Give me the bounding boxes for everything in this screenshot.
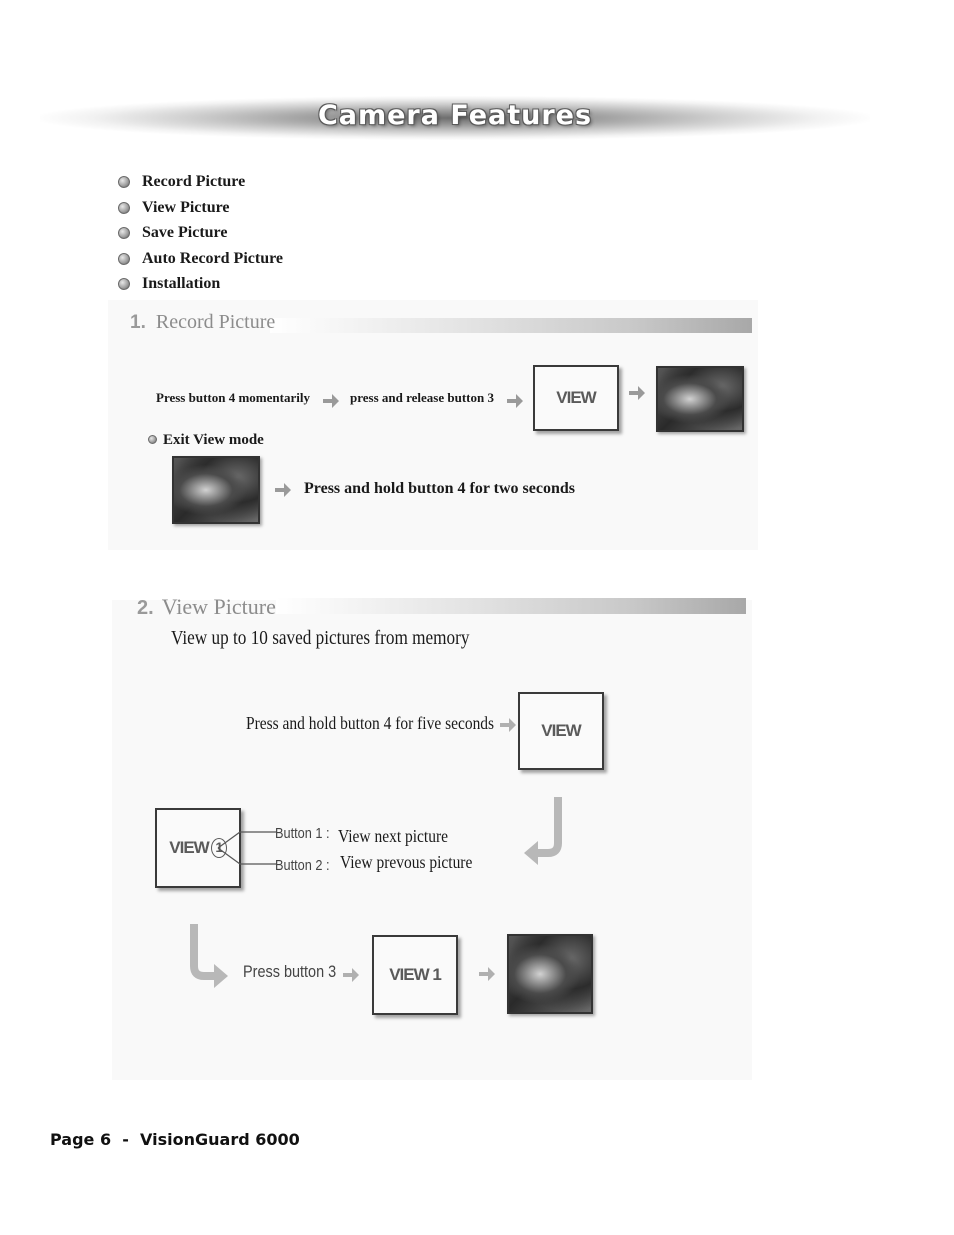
callout-lines [214,826,278,872]
section-subtitle: View up to 10 saved pictures from memory [171,627,470,649]
list-item: Save Picture [116,221,283,247]
feature-list [116,170,283,298]
section-header-record: 1. Record Picture [130,311,276,333]
bullet-icon [118,278,130,290]
button-2-label: Button 2 : [275,857,330,874]
step-press-button-4: Press button 4 momentarily [156,390,310,405]
press-button-3-label: Press button 3 [243,962,337,981]
arrow-right-icon [478,965,496,983]
bullet-icon [118,253,130,265]
arrow-right-icon [628,384,646,402]
section-header-bar [276,598,746,614]
view-picture-image [172,456,260,524]
picture-counter-number: 1 [211,838,227,858]
exit-instruction: Press and hold button 4 for two seconds [304,480,576,497]
list-item: Auto Record Picture [116,247,283,273]
bullet-icon [148,435,157,444]
list-item: Record Picture [116,170,283,196]
arrow-right-icon [274,481,292,499]
section-header-view: 2. View Picture [137,594,276,619]
saved-picture-image [507,934,593,1014]
hold-button-4-instruction: Press and hold button 4 for five seconds [246,713,495,733]
button-2-action: View prevous picture [340,852,473,872]
page-footer: Page 6 - VisionGuard 6000 [50,1130,300,1149]
arrow-right-icon [342,966,360,984]
step-press-release-button-3: press and release button 3 [350,390,494,405]
curved-arrow-icon [520,795,570,870]
view-screen-box: VIEW [533,365,619,431]
bullet-icon [118,176,130,188]
button-1-action: View next picture [338,826,448,846]
list-item: Installation [116,272,283,298]
view-1-box: VIEW 1 [372,935,458,1015]
exit-view-mode-label: Exit View mode [148,432,264,449]
view-screen-box: VIEW [518,692,604,770]
list-item: View Picture [116,196,283,222]
bullet-icon [118,227,130,239]
section-header-bar [270,318,752,333]
arrow-right-icon [322,392,340,410]
arrow-right-icon [506,392,524,410]
arrow-right-icon [499,716,517,734]
bullet-icon [118,202,130,214]
button-1-label: Button 1 : [275,825,330,842]
view-counter-box: VIEW 1 [155,808,241,888]
curved-arrow-icon [188,922,232,992]
captured-picture-image [656,366,744,432]
page-title: Camera Features [317,100,593,131]
